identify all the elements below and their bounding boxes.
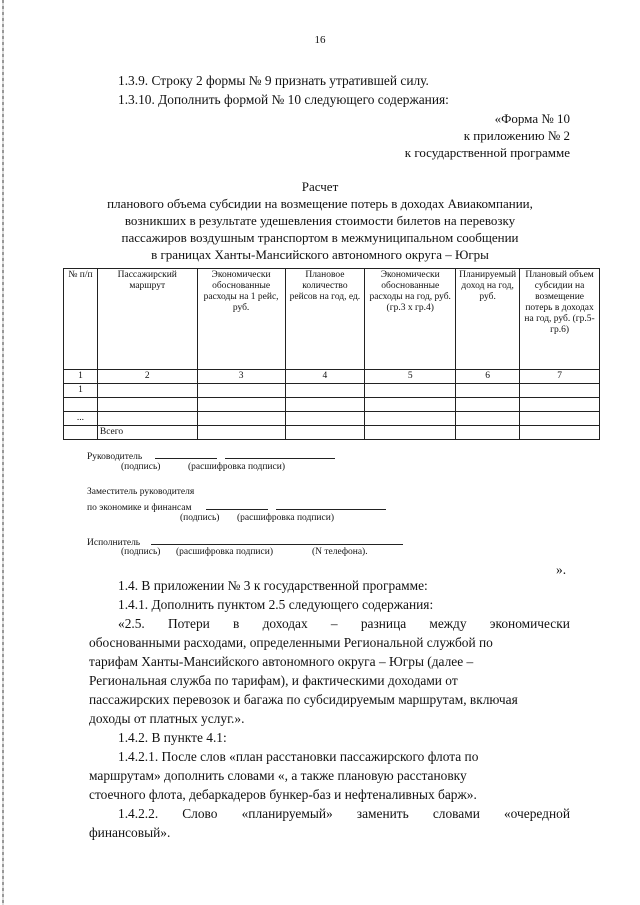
table-row	[64, 384, 600, 398]
table-cell	[520, 384, 600, 398]
quote-line-2: обоснованными расходами, определенными Региональной службой по	[89, 635, 493, 650]
table-row	[64, 412, 600, 426]
signature-blank	[206, 500, 268, 510]
word: «очередной	[503, 806, 570, 821]
quote-line-5: пассажирских перевозок и багажа по субсидируемым маршрутам, включая	[89, 692, 518, 707]
word: «планируемый»	[241, 806, 333, 821]
closing-quote: ».	[556, 562, 567, 577]
table-cell	[197, 384, 285, 398]
form-ref-line2: к приложению № 2	[463, 128, 570, 143]
executor-caption-1: (подпись)	[121, 547, 161, 557]
word: Слово	[182, 806, 218, 821]
table-cell	[365, 426, 456, 440]
table-cell	[285, 426, 365, 440]
table-cell	[456, 412, 520, 426]
form-subtitle-line4: в границах Ханты-Мансийского автономного округа – Югры	[151, 247, 489, 262]
table-cell	[365, 398, 456, 412]
table-cell: 1	[64, 384, 98, 398]
deputy-signature-caption-1: (подпись)	[180, 513, 220, 523]
page-number: 16	[314, 34, 326, 46]
item-1-4-1: 1.4.1. Дополнить пунктом 2.5 следующего содержания:	[118, 597, 434, 612]
word: –	[330, 616, 338, 631]
table-cell	[456, 384, 520, 398]
table-cell	[197, 398, 285, 412]
item-1-4-2-1-line1: 1.4.2.1. После слов «план расстановки пассажирского флота по	[118, 749, 479, 764]
table-header-cell: Пассажирский маршрут	[97, 269, 197, 370]
signature-blank	[155, 449, 217, 459]
table-cell: 2	[97, 370, 197, 384]
subsidy-table	[63, 268, 600, 440]
item-1-3-10: 1.3.10. Дополнить формой № 10 следующего содержания:	[118, 92, 449, 107]
table-cell	[197, 426, 285, 440]
item-1-4-2-2-line2: финансовый».	[89, 825, 171, 840]
head-signature-caption-1: (подпись)	[121, 462, 161, 472]
table-header-cell: № п/п	[64, 269, 98, 370]
form-subtitle-line3: пассажиров воздушным транспортом в межмуниципальном сообщении	[121, 230, 519, 245]
table-cell	[285, 412, 365, 426]
table-header-cell: Экономически обоснованные расходы на год, руб. (гр.3 х гр.4)	[365, 269, 456, 370]
table-cell: 6	[456, 370, 520, 384]
table-header-cell: Плановый объем субсидии на возмещение потерь в доходах на год, руб. (гр.5- гр.6)	[520, 269, 600, 370]
word: заменить	[356, 806, 409, 821]
word: разница	[360, 616, 407, 631]
word: экономически	[489, 616, 570, 631]
deputy-label-1: Заместитель руководителя	[87, 487, 195, 497]
form-ref-line1: «Форма № 10	[494, 111, 570, 126]
table-column-numbers-row	[64, 370, 600, 384]
table-cell	[285, 398, 365, 412]
deputy-signature-caption-2: (расшифровка подписи)	[237, 513, 334, 523]
quote-line-6: доходы от платных услуг.».	[89, 711, 245, 726]
item-1-4: 1.4. В приложении № 3 к государственной программе:	[118, 578, 428, 593]
table-cell: 1	[64, 370, 98, 384]
table-cell: 3	[197, 370, 285, 384]
table-cell	[456, 426, 520, 440]
deputy-label-2: по экономике и финансам	[87, 503, 192, 513]
executor-label: Исполнитель	[87, 538, 141, 548]
item-1-4-2: 1.4.2. В пункте 4.1:	[118, 730, 227, 745]
table-cell: 4	[285, 370, 365, 384]
item-1-4-2-2-line1	[118, 805, 570, 823]
executor-caption-3: (N телефона).	[312, 547, 368, 557]
word: словами	[432, 806, 480, 821]
table-header-row	[64, 269, 600, 370]
table-cell	[365, 412, 456, 426]
table-total-row	[64, 426, 600, 440]
table-cell	[520, 412, 600, 426]
table-cell	[520, 426, 600, 440]
table-cell	[365, 384, 456, 398]
table-cell	[97, 398, 197, 412]
item-1-3-9: 1.3.9. Строку 2 формы № 9 признать утратившей силу.	[118, 73, 429, 88]
word: между	[429, 616, 467, 631]
table-header-cell: Планируемый доход на год, руб.	[456, 269, 520, 370]
table-cell: 5	[365, 370, 456, 384]
word: доходах	[262, 616, 308, 631]
table-cell	[520, 398, 600, 412]
table-cell	[64, 398, 98, 412]
word: Потери	[167, 616, 210, 631]
signature-blank	[151, 535, 403, 545]
word: в	[233, 616, 240, 631]
head-signature-caption-2: (расшифровка подписи)	[188, 462, 285, 472]
form-subtitle-line2: возникших в результате удешевления стоимости билетов на перевозку	[124, 213, 516, 228]
table-total-label: Всего	[97, 426, 197, 440]
quote-line-3: тарифам Ханты-Мансийского автономного округа – Югры (далее –	[89, 654, 474, 669]
table-row	[64, 398, 600, 412]
form-title: Расчет	[301, 179, 339, 194]
table-cell	[97, 384, 197, 398]
form-subtitle-line1: планового объема субсидии на возмещение потерь в доходах Авиакомпании,	[107, 196, 533, 211]
form-ref-line3: к государственной программе	[404, 145, 570, 160]
head-signature-line	[87, 449, 335, 463]
table-cell	[456, 398, 520, 412]
executor-caption-2: (расшифровка подписи)	[176, 547, 273, 557]
item-1-4-2-1-line2: маршрутам» дополнить словами «, а также плановую расстановку	[89, 768, 467, 783]
table-cell: ...	[64, 412, 98, 426]
table-cell	[97, 412, 197, 426]
table-cell	[197, 412, 285, 426]
word: «2.5.	[118, 616, 145, 631]
table-header-cell: Плановое количество рейсов на год, ед.	[285, 269, 365, 370]
item-1-4-2-1-line3: стоечного флота, дебаркадеров бункер-баз и нефтеналивных барж».	[89, 787, 477, 802]
name-blank	[225, 449, 335, 459]
deputy-signature-line	[87, 500, 386, 514]
scan-edge	[2, 0, 4, 905]
name-blank	[276, 500, 386, 510]
table-cell	[285, 384, 365, 398]
table-cell	[64, 426, 98, 440]
table-header-cell: Экономически обоснованные расходы на 1 рейс, руб.	[197, 269, 285, 370]
quote-line-1	[118, 615, 570, 633]
table-cell: 7	[520, 370, 600, 384]
head-label: Руководитель	[87, 452, 143, 462]
word: 1.4.2.2.	[118, 806, 159, 821]
quote-line-4: Региональная служба по тарифам), и фактическими доходами от	[89, 673, 458, 688]
